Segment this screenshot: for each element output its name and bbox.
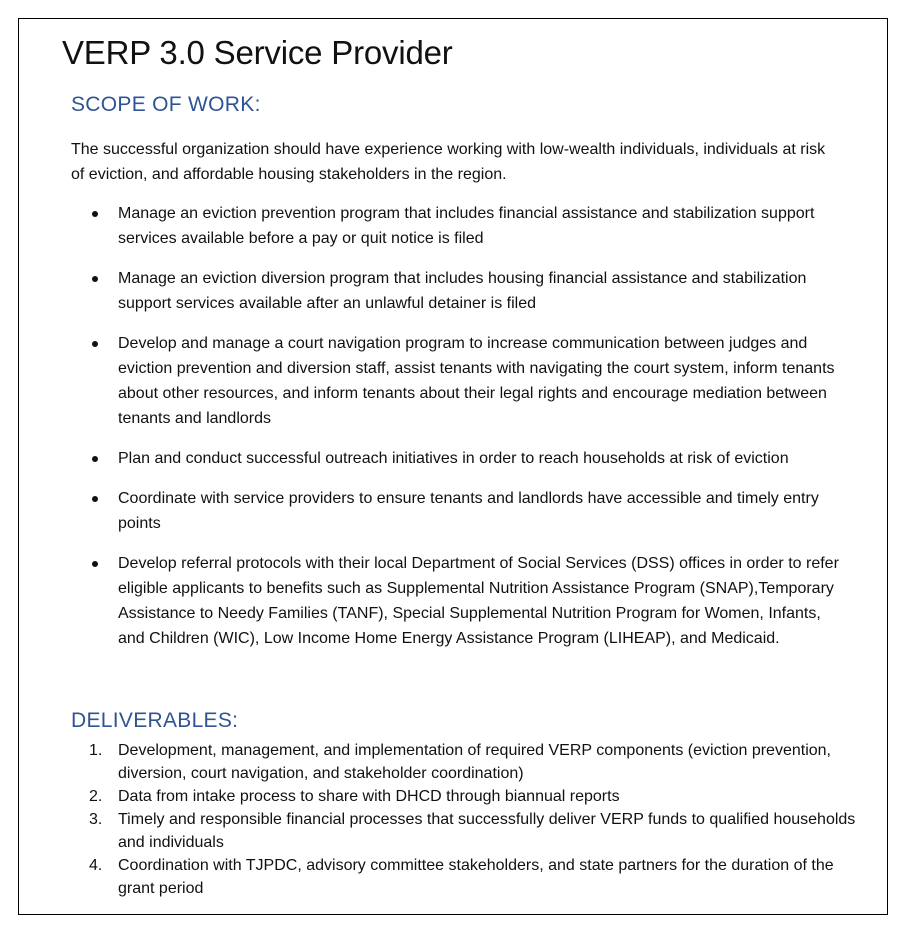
bullet-item (71, 446, 841, 471)
document-title: VERP 3.0 Service Provider (62, 34, 453, 71)
bullet-icon (92, 561, 98, 567)
deliverable-number: 4. (89, 857, 103, 874)
deliverable-item (71, 739, 861, 785)
deliverable-number: 3. (89, 811, 103, 828)
bullet-text: Plan and conduct successful outreach initiatives in order to reach households at risk of eviction (118, 450, 789, 467)
deliverables-heading: DELIVERABLES: (71, 709, 239, 732)
deliverable-item (71, 785, 861, 808)
bullet-icon (92, 276, 98, 282)
bullet-text: Manage an eviction diversion program that includes housing financial assistance and stabilization support services available after an unlawful detainer is filed (118, 270, 807, 312)
bullet-item (71, 551, 841, 651)
scope-bullet-list (71, 201, 841, 666)
deliverable-number: 2. (89, 788, 103, 805)
bullet-icon (92, 211, 98, 217)
deliverable-text: Data from intake process to share with DHCD through biannual reports (118, 788, 620, 805)
bullet-text: Manage an eviction prevention program that includes financial assistance and stabilization support services available before a pay or quit notice is filed (118, 205, 815, 247)
deliverable-item (71, 854, 861, 900)
scope-intro-paragraph: The successful organization should have experience working with low-wealth individuals, individuals at risk of eviction, and affordable housing stakeholders in the region. (71, 141, 826, 183)
deliverable-number: 1. (89, 742, 103, 759)
bullet-text: Coordinate with service providers to ensure tenants and landlords have accessible and timely entry points (118, 490, 819, 532)
scope-of-work-heading: SCOPE OF WORK: (71, 93, 261, 116)
bullet-text: Develop and manage a court navigation program to increase communication between judges and eviction prevention and diversion staff, assist tenants with navigating the court system, inform tenants about other resources, and inform tenants about their legal rights and encourage mediation between tenants and landlords (118, 335, 835, 427)
deliverable-item (71, 808, 861, 854)
deliverable-text: Timely and responsible financial processes that successfully deliver VERP funds to qualified households and individuals (118, 811, 856, 851)
bullet-item (71, 486, 841, 536)
bullet-icon (92, 456, 98, 462)
bullet-item (71, 201, 841, 251)
bullet-item (71, 331, 841, 431)
bullet-item (71, 266, 841, 316)
deliverable-text: Coordination with TJPDC, advisory committee stakeholders, and state partners for the duration of the grant period (118, 857, 834, 897)
bullet-icon (92, 496, 98, 502)
bullet-text: Develop referral protocols with their local Department of Social Services (DSS) offices in order to refer eligible applicants to benefits such as Supplemental Nutrition Assistance Program (SNAP),Temporary Assistance to Needy Families (TANF), Special Supplemental Nutrition Program for Women, Infants, and Children (WIC), Low Income Home Energy Assistance Program (LIHEAP), and Medicaid. (118, 555, 839, 647)
deliverables-list (71, 739, 861, 900)
bullet-icon (92, 341, 98, 347)
deliverable-text: Development, management, and implementation of required VERP components (eviction prevention, diversion, court navigation, and stakeholder coordination) (118, 742, 831, 782)
